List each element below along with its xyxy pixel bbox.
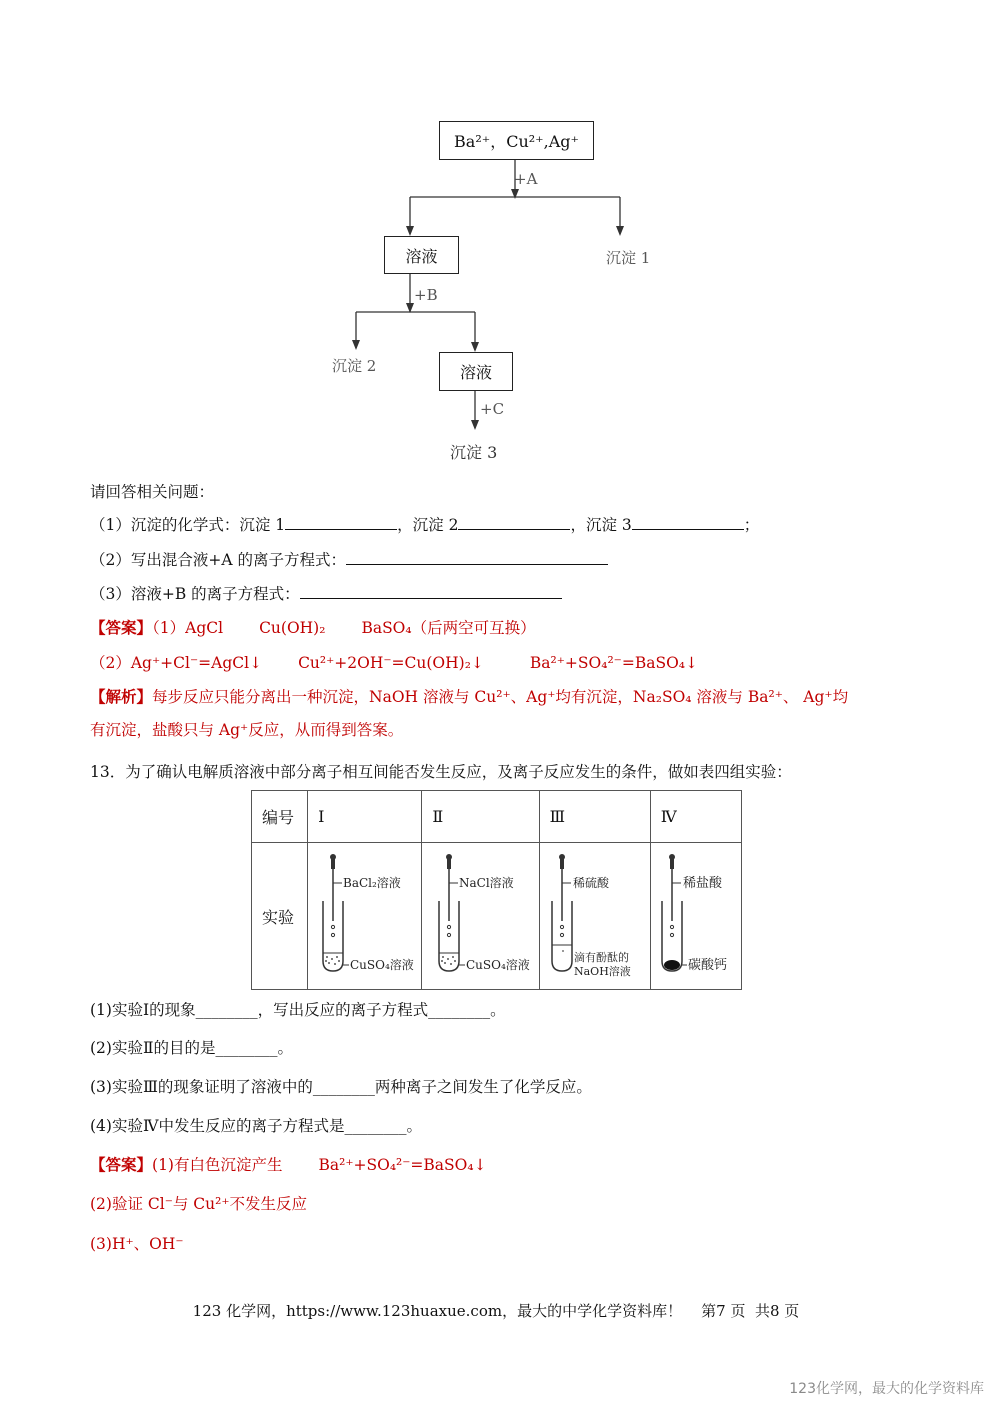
q13-sub1: (1)实验Ⅰ的现象________，写出反应的离子方程式________。: [90, 1001, 506, 1019]
answer-2c: Ba²⁺+SO₄²⁻=BaSO₄↓: [529, 654, 698, 672]
tube1-top-label: BaCl₂溶液: [343, 876, 401, 890]
blank-precip1[interactable]: [285, 515, 397, 530]
q13-stem: 13．为了确认电解质溶液中部分离子相互间能否发生反应，及离子反应发生的条件，做如表四组实验：: [90, 763, 792, 781]
experiment-cell-1: [308, 843, 422, 990]
experiment-cell-2: [422, 843, 539, 990]
analysis-text-1: 每步反应只能分离出一种沉淀，NaOH 溶液与 Cu²⁺、Ag⁺均有沉淀，Na₂SO₄ 溶液与 Ba²⁺、 Ag⁺均: [152, 688, 849, 706]
reagent-b-label: +B: [414, 286, 438, 304]
q12-part3: [90, 582, 562, 604]
table-header-1: Ⅰ: [308, 791, 422, 843]
q12-part1-text-d: ；: [743, 516, 760, 534]
q12-answer-line1: [90, 616, 536, 638]
tube4-top-label: 稀盐酸: [682, 876, 722, 891]
q13-answer-line2: (2)验证 Cl⁻与 Cu²⁺不发生反应: [90, 1195, 308, 1213]
start-ions-box: [439, 121, 594, 160]
table-header-id: 编号: [252, 791, 308, 843]
tube1-bottom-label: CuSO₄溶液: [350, 958, 414, 972]
q12-part1: [90, 513, 759, 535]
q13-sub4: (4)实验Ⅳ中发生反应的离子方程式是________。: [90, 1117, 422, 1135]
answer-1a: （1）AgCl: [152, 619, 224, 637]
start-ions-label: Ba²⁺，Cu²⁺,Ag⁺: [454, 132, 579, 151]
q12-part1-text-b: ，沉淀 2: [397, 516, 459, 534]
q13-answer-1a: (1)有白色沉淀产生: [152, 1156, 283, 1174]
precipitate-2-label: 沉淀 2: [332, 357, 377, 375]
answer-1b: Cu(OH)₂: [259, 619, 326, 637]
answer-tag: 【答案】: [90, 618, 153, 637]
q12-analysis-line1: [90, 685, 848, 707]
table-header-3: Ⅲ: [539, 791, 650, 843]
q13-answer-1b: Ba²⁺+SO₄²⁻=BaSO₄↓: [318, 1156, 487, 1174]
table-header-2: Ⅱ: [422, 791, 539, 843]
analysis-tag: 【解析】: [90, 687, 153, 706]
q12-part3-text: （3）溶液+B 的离子方程式：: [90, 585, 300, 603]
test-tube-4-icon: [651, 843, 741, 985]
test-tube-1-icon: [308, 843, 421, 985]
tube3-bottom-label-2: NaOH溶液: [573, 965, 631, 978]
answer-2b: Cu²⁺+2OH⁻=Cu(OH)₂↓: [298, 654, 484, 672]
tube2-bottom-label: CuSO₄溶液: [466, 958, 531, 972]
solution-label-2: 溶液: [459, 363, 492, 382]
experiment-table: [251, 790, 742, 990]
solution-box-2: [439, 352, 513, 391]
tube3-bottom-label-1: 滴有酚酞的: [573, 951, 629, 964]
q13-sub3: (3)实验Ⅲ的现象证明了溶液中的________两种离子之间发生了化学反应。: [90, 1078, 592, 1096]
q13-answer-line3: (3)H⁺、OH⁻: [90, 1235, 184, 1253]
q12-part2: [90, 548, 608, 570]
answer-2a: （2）Ag⁺+Cl⁻=AgCl↓: [90, 654, 263, 672]
q12-answer-line2: [90, 651, 698, 673]
q12-part1-text-a: （1）沉淀的化学式：沉淀 1: [90, 516, 286, 534]
test-tube-3-icon: [540, 843, 650, 985]
blank-equation-b[interactable]: [300, 584, 562, 599]
page-footer: 123 化学网，https://www.123huaxue.com，最大的中学化学资料库！ 第7 页 共8 页: [192, 1302, 800, 1320]
table-row-label: 实验: [252, 843, 308, 990]
q12-part2-text: （2）写出混合液+A 的离子方程式：: [90, 551, 346, 569]
tube2-top-label: NaCl溶液: [459, 876, 515, 890]
tube3-top-label: 稀硫酸: [572, 876, 609, 890]
blank-precip2[interactable]: [458, 515, 570, 530]
reagent-c-label: +C: [480, 400, 505, 418]
q13-answer-line1: [90, 1153, 487, 1175]
test-tube-2-icon: [422, 843, 538, 985]
tube4-bottom-label: 碳酸钙: [687, 958, 727, 973]
experiment-cell-3: [539, 843, 650, 990]
experiment-cell-4: [650, 843, 741, 990]
answer-1c: BaSO₄（后两空可互换）: [361, 619, 536, 637]
reagent-a-label: +A: [514, 170, 538, 188]
q13-sub2: (2)实验Ⅱ的目的是________。: [90, 1039, 293, 1057]
q12-analysis-line2: 有沉淀，盐酸只与 Ag⁺反应，从而得到答案。: [90, 721, 404, 739]
precipitate-1-label: 沉淀 1: [606, 249, 651, 267]
q13-answer-tag: 【答案】: [90, 1155, 153, 1174]
q12-part1-text-c: ，沉淀 3: [570, 516, 632, 534]
blank-precip3[interactable]: [632, 515, 744, 530]
blank-equation-a[interactable]: [346, 550, 608, 565]
table-header-4: Ⅳ: [650, 791, 741, 843]
solution-box-1: [384, 236, 459, 274]
q12-prompt: 请回答相关问题：: [90, 483, 215, 501]
solution-label-1: 溶液: [405, 246, 438, 266]
precipitate-3-label: 沉淀 3: [450, 443, 498, 462]
watermark: 123化学网，最大的化学资料库: [789, 1381, 984, 1397]
